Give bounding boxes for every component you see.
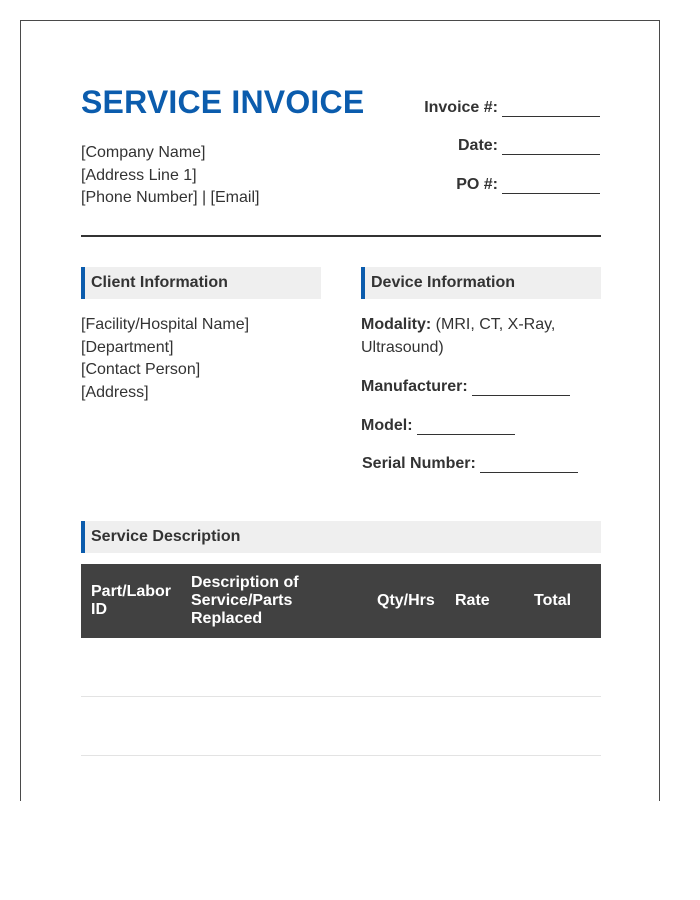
serial-number-field	[362, 455, 578, 473]
serial-number-label: Serial Number:	[362, 455, 476, 472]
company-contact: [Phone Number] | [Email]	[81, 189, 260, 206]
col-part-labor-id: Part/Labor ID	[81, 564, 181, 638]
client-address: [Address]	[81, 383, 149, 401]
client-info-heading: Client Information	[81, 267, 321, 299]
date-label: Date:	[457, 137, 498, 154]
table-cell[interactable]	[445, 697, 524, 756]
client-department: [Department]	[81, 338, 174, 356]
client-facility: [Facility/Hospital Name]	[81, 316, 250, 333]
table-row	[81, 697, 601, 756]
table-cell[interactable]	[367, 697, 445, 756]
service-description-heading: Service Description	[81, 521, 601, 553]
invoice-title: SERVICE INVOICE	[81, 84, 365, 120]
date-field	[458, 137, 600, 155]
table-cell[interactable]	[81, 697, 181, 756]
table-cell[interactable]	[81, 638, 181, 697]
service-table-header	[81, 564, 601, 638]
model-field	[361, 417, 515, 435]
model-blank[interactable]	[417, 419, 515, 435]
date-blank[interactable]	[502, 139, 600, 155]
table-cell[interactable]	[445, 638, 524, 697]
model-label: Model:	[361, 417, 413, 434]
manufacturer-label: Manufacturer:	[361, 378, 468, 395]
col-description: Description of Service/Parts Replaced	[181, 564, 367, 638]
po-blank[interactable]	[502, 178, 600, 194]
company-address: [Address Line 1]	[81, 166, 197, 184]
modality-field	[361, 314, 591, 359]
invoice-page	[20, 20, 660, 801]
table-cell[interactable]	[524, 697, 601, 756]
serial-number-blank[interactable]	[480, 457, 578, 473]
table-row	[81, 638, 601, 697]
manufacturer-field	[361, 378, 570, 396]
company-name: [Company Name]	[81, 144, 206, 161]
col-rate: Rate	[445, 564, 524, 638]
client-info-block	[81, 314, 249, 404]
invoice-number-blank[interactable]	[502, 101, 600, 117]
manufacturer-blank[interactable]	[472, 380, 570, 396]
invoice-number-field	[424, 99, 600, 117]
col-qty-hrs: Qty/Hrs	[367, 564, 445, 638]
po-field	[456, 176, 600, 194]
table-cell[interactable]	[181, 697, 367, 756]
modality-label: Modality:	[361, 316, 432, 333]
device-info-heading: Device Information	[361, 267, 601, 299]
po-label: PO #:	[456, 176, 498, 193]
table-cell[interactable]	[367, 638, 445, 697]
invoice-number-label: Invoice #:	[424, 99, 498, 116]
table-cell[interactable]	[181, 638, 367, 697]
table-cell[interactable]	[524, 638, 601, 697]
client-contact: [Contact Person]	[81, 361, 201, 378]
col-total: Total	[524, 564, 601, 638]
modality-value: (MRI, CT, X-Ray, Ultrasound)	[361, 316, 556, 356]
company-block	[81, 142, 259, 210]
service-table	[81, 564, 601, 756]
header-divider	[81, 235, 601, 237]
